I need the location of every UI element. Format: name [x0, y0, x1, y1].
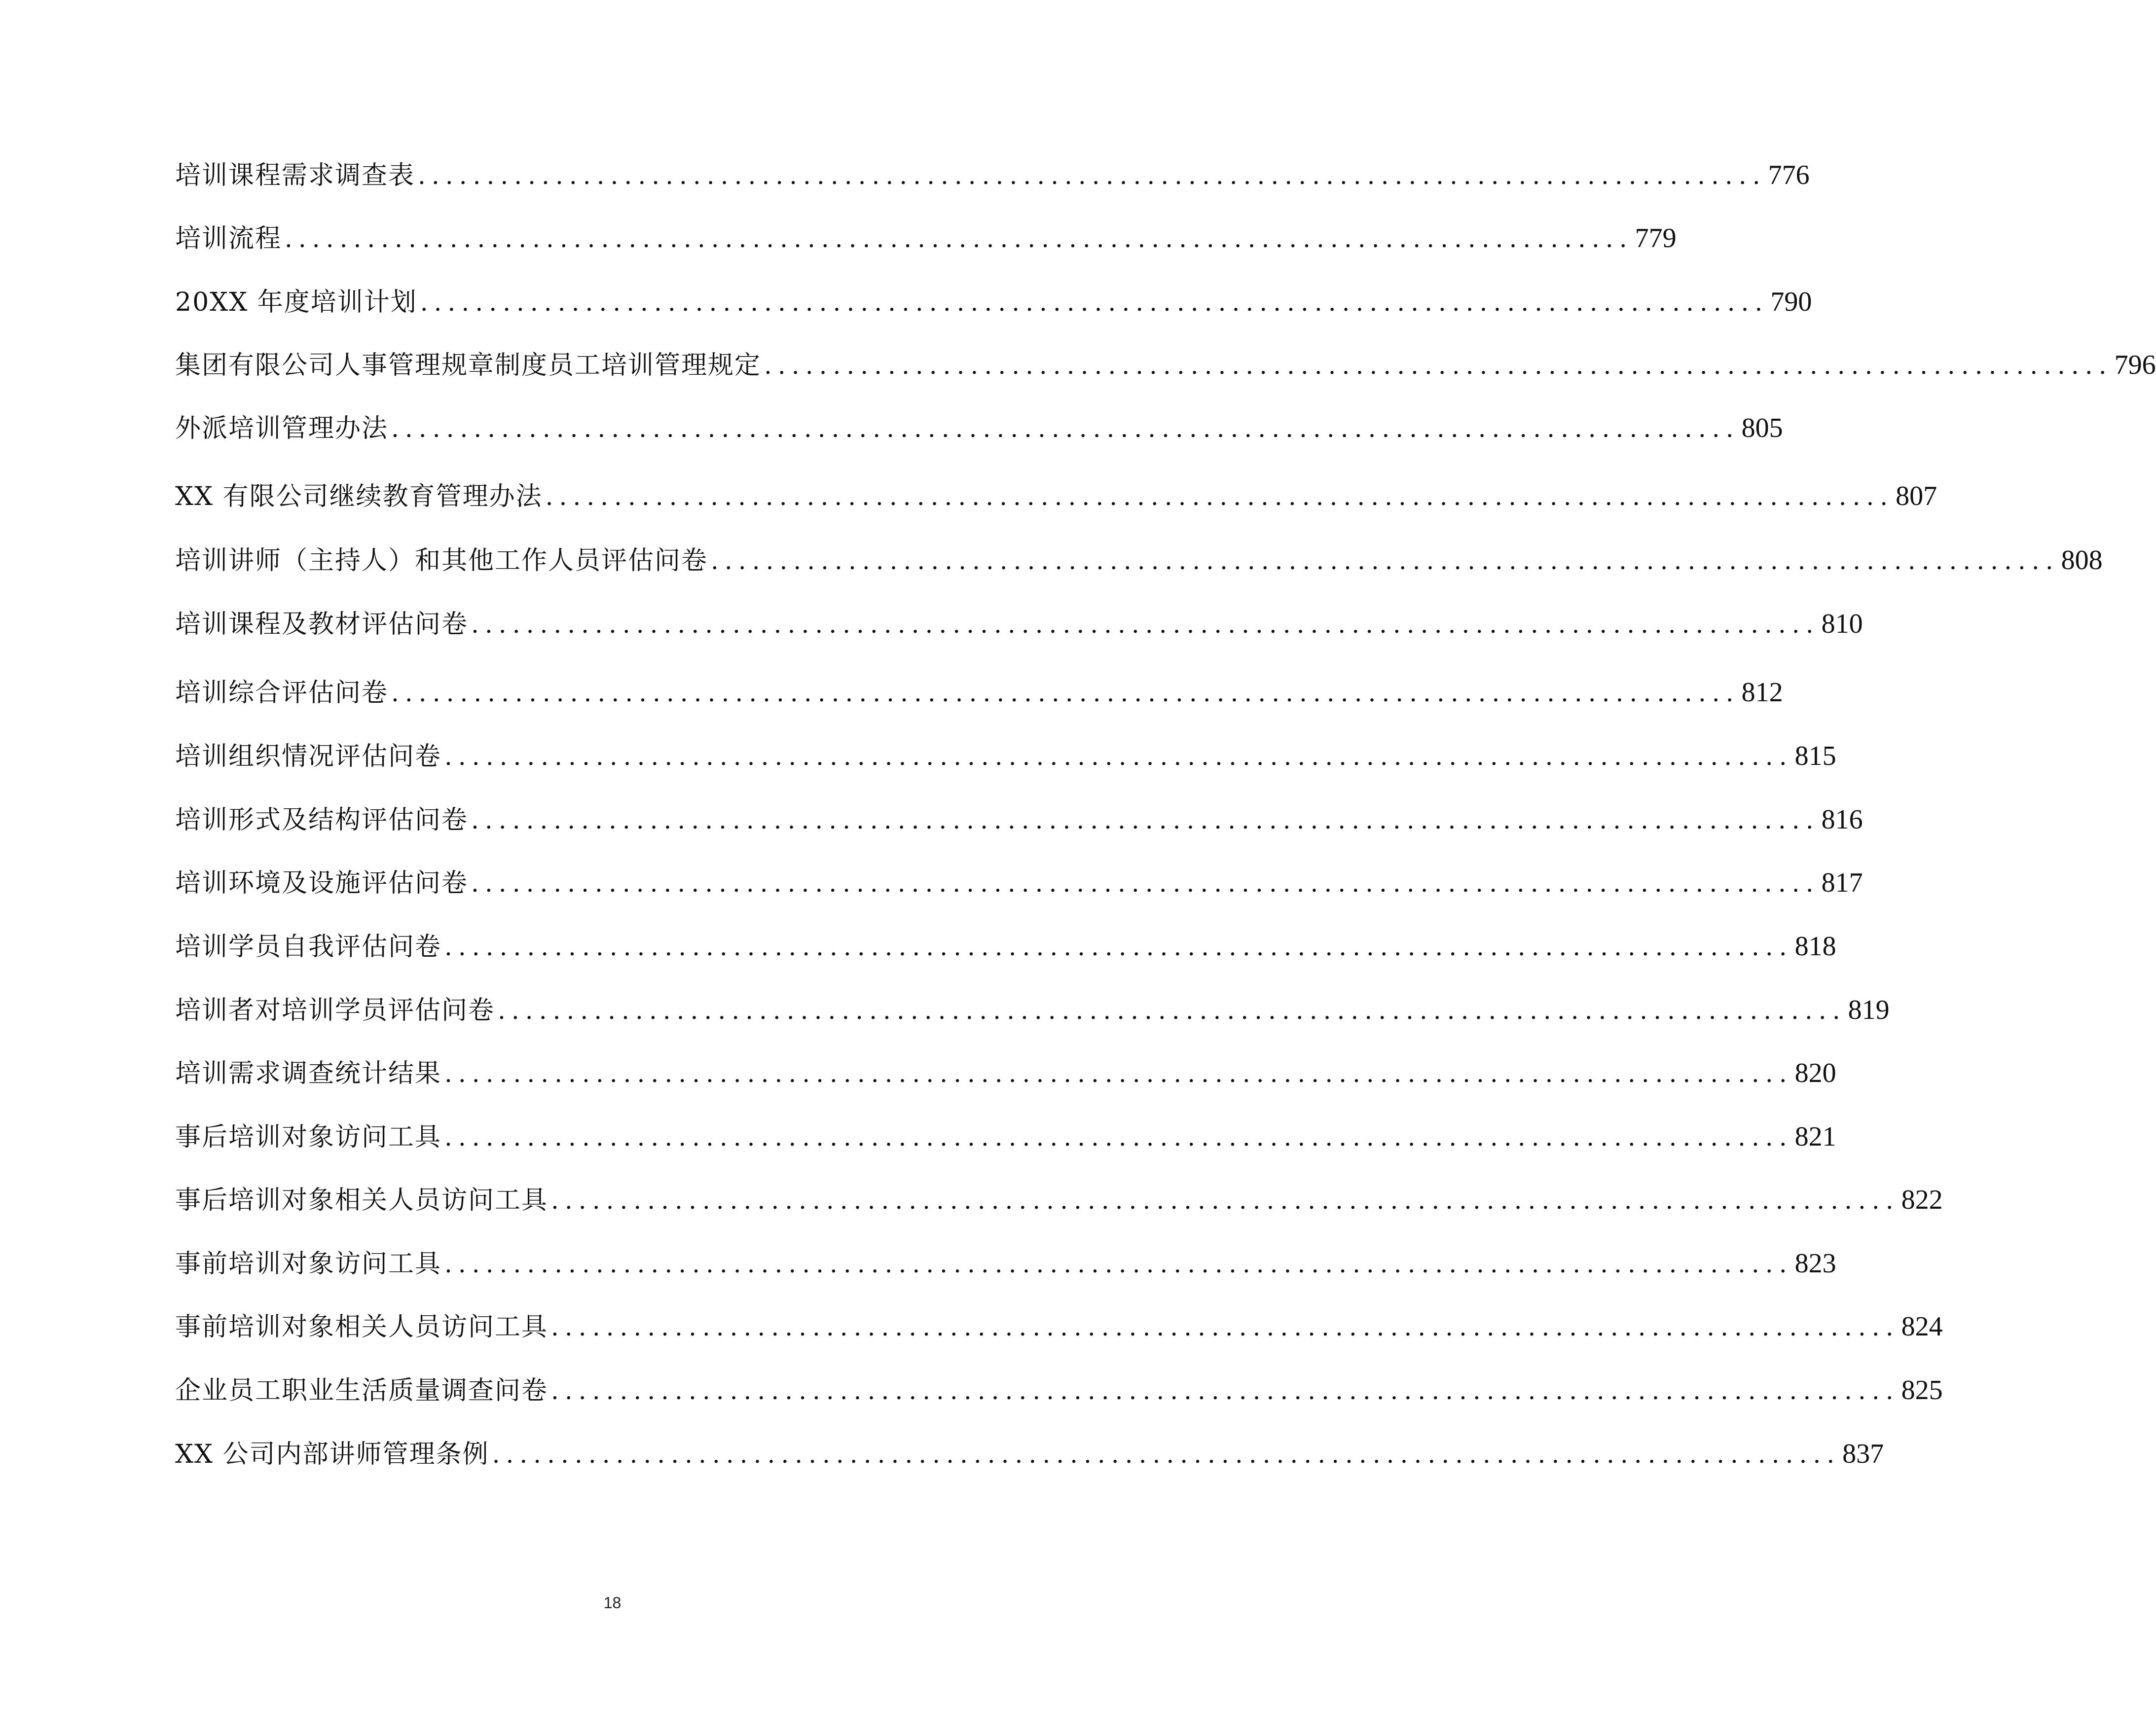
toc-entry-title: 培训组织情况评估问卷	[175, 742, 442, 771]
toc-entry-title: 事前培训对象访问工具	[175, 1249, 442, 1279]
toc-entry-page: 812	[1741, 677, 1783, 708]
toc-entry-page: 817	[1821, 867, 1863, 898]
toc-entry-title: 20XX 年度培训计划	[175, 288, 417, 317]
toc-dot-leader: ..................................................................................................	[551, 1313, 1900, 1341]
toc-entry-title: 培训综合评估问卷	[175, 678, 389, 708]
toc-entry-title: 培训讲师（主持人）和其他工作人员评估问卷	[175, 546, 708, 576]
toc-entry-page: 823	[1794, 1248, 1836, 1279]
toc-entry[interactable]	[175, 1370, 1943, 1410]
toc-entry-title: 企业员工职业生活质量调查问卷	[175, 1376, 548, 1406]
toc-entry[interactable]	[175, 673, 1783, 712]
toc-entry-title: 培训者对培训学员评估问卷	[175, 996, 495, 1025]
toc-entry-page: 818	[1794, 931, 1836, 962]
toc-entry-page: 822	[1901, 1185, 1943, 1215]
toc-entry-title: 培训形式及结构评估问卷	[175, 805, 469, 835]
toc-entry-title: 事后培训对象相关人员访问工具	[175, 1186, 548, 1215]
toc-dot-leader: ..................................................................................................	[471, 869, 1820, 898]
toc-entry-title: 外派培训管理办法	[175, 414, 389, 443]
toc-dot-leader: ..................................................................................................	[764, 351, 2113, 380]
page-number: 18	[603, 1594, 621, 1612]
toc-entry[interactable]	[175, 345, 2156, 385]
toc-entry-page: 820	[1794, 1058, 1836, 1088]
toc-entry-title: 培训需求调查统计结果	[175, 1059, 442, 1088]
toc-entry-title: XX 有限公司继续教育管理办法	[175, 482, 543, 511]
toc-entry-title: 培训课程需求调查表	[175, 161, 415, 190]
toc-entry[interactable]	[175, 1117, 1836, 1156]
toc-entry[interactable]	[175, 1053, 1836, 1093]
toc-dot-leader: ..................................................................................................	[551, 1376, 1900, 1405]
toc-entry[interactable]	[175, 1180, 1943, 1220]
toc-dot-leader: ..................................................................................................	[420, 288, 1769, 317]
toc-entry[interactable]	[175, 990, 1890, 1030]
toc-entry[interactable]	[175, 604, 1863, 644]
toc-dot-leader: ..................................................................................................	[551, 1186, 1900, 1215]
toc-entry[interactable]	[175, 1244, 1836, 1283]
toc-entry-page: 805	[1741, 413, 1783, 443]
toc-entry-title: 集团有限公司人事管理规章制度员工培训管理规定	[175, 351, 762, 380]
toc-dot-leader: ..................................................................................................	[492, 1440, 1841, 1469]
toc-dot-leader: ..................................................................................................	[545, 482, 1894, 511]
toc-entry-page: 825	[1901, 1375, 1943, 1406]
toc-entry[interactable]	[175, 541, 2103, 580]
toc-entry-page: 807	[1896, 481, 1937, 511]
toc-entry-page: 819	[1848, 995, 1890, 1025]
toc-dot-leader: ..................................................................................................	[391, 414, 1740, 443]
toc-entry-page: 810	[1821, 609, 1863, 639]
toc-dot-leader: ..................................................................................................	[471, 806, 1820, 834]
toc-entry-page: 796	[2114, 350, 2156, 380]
toc-entry-page: 808	[2061, 545, 2103, 576]
toc-entry[interactable]	[175, 282, 1812, 322]
toc-dot-leader: ..................................................................................................	[444, 1059, 1793, 1088]
toc-dot-leader: ..................................................................................................	[444, 742, 1793, 771]
toc-dot-leader: ..................................................................................................	[418, 161, 1766, 190]
toc-entry[interactable]	[175, 218, 1677, 258]
toc-dot-leader: ..................................................................................................	[391, 679, 1740, 707]
toc-entry[interactable]	[175, 1434, 1884, 1474]
toc-dot-leader: ..................................................................................................	[444, 1123, 1793, 1152]
toc-entry-page: 790	[1770, 287, 1812, 317]
toc-entry[interactable]	[175, 1307, 1943, 1346]
toc-entry-page: 776	[1768, 160, 1810, 190]
toc-entry[interactable]	[175, 736, 1836, 776]
toc-entry[interactable]	[175, 927, 1836, 966]
toc-dot-leader: ..................................................................................................	[498, 996, 1846, 1025]
toc-dot-leader: ..................................................................................................	[471, 610, 1820, 639]
toc-entry[interactable]	[175, 155, 1810, 195]
toc-entry-title: 事后培训对象访问工具	[175, 1122, 442, 1152]
toc-entry-title: XX 公司内部讲师管理条例	[175, 1440, 489, 1469]
toc-entry-title: 培训学员自我评估问卷	[175, 932, 442, 962]
toc-entry-title: 事前培训对象相关人员访问工具	[175, 1312, 548, 1342]
toc-entry-page: 815	[1794, 741, 1836, 771]
toc-entry[interactable]	[175, 408, 1783, 448]
toc-entry[interactable]	[175, 863, 1863, 902]
toc-entry[interactable]	[175, 800, 1863, 839]
toc-dot-leader: ..................................................................................................	[285, 224, 1633, 253]
toc-entry-title: 培训环境及设施评估问卷	[175, 868, 469, 898]
toc-entry-page: 779	[1635, 223, 1677, 253]
toc-entry-title: 培训流程	[175, 224, 282, 253]
toc-dot-leader: ..................................................................................................	[444, 933, 1793, 961]
toc-entry-page: 824	[1901, 1311, 1943, 1342]
toc-entry-page: 837	[1842, 1439, 1884, 1469]
toc-entry-page: 816	[1821, 804, 1863, 835]
toc-entry-title: 培训课程及教材评估问卷	[175, 610, 469, 639]
toc-entry-page: 821	[1794, 1121, 1836, 1152]
toc-entry[interactable]	[175, 476, 1937, 516]
toc-dot-leader: ..................................................................................................	[444, 1250, 1793, 1278]
toc-dot-leader: ..................................................................................................	[711, 546, 2059, 575]
